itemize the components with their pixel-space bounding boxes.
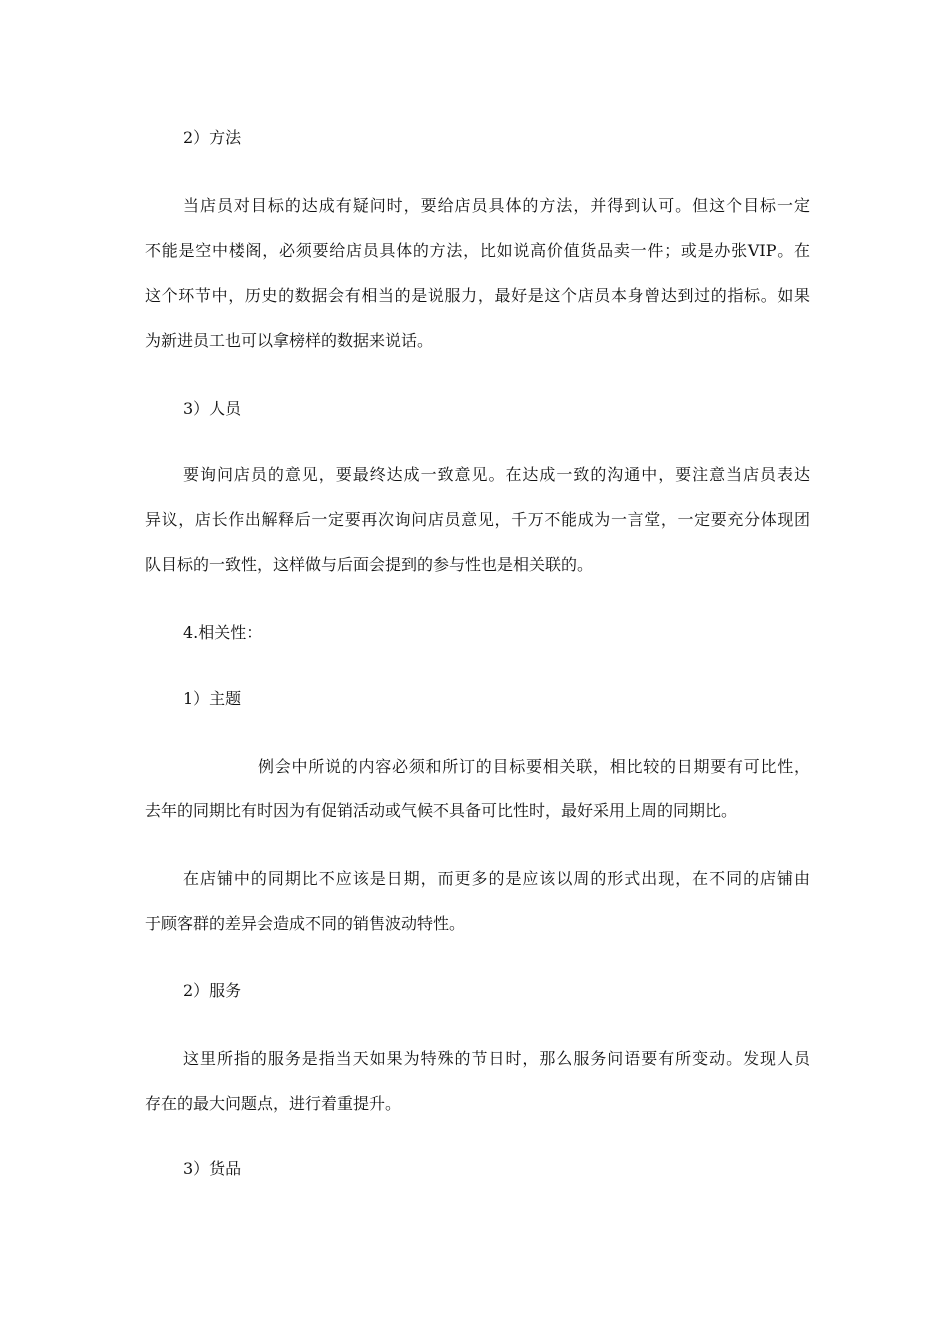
people-paragraph-line-1: 要询问店员的意见，要最终达成一致意见。在达成一致的沟通中，要注意当店员表达 [183, 465, 810, 484]
topic-paragraph1-line-1: 例会中所说的内容必须和所订的目标要相关联，相比较的日期要有可比性， [258, 757, 810, 776]
people-paragraph-line-3: 队目标的一致性，这样做与后面会提到的参与性也是相关联的。 [145, 555, 594, 574]
service-paragraph-line-1: 这里所指的服务是指当天如果为特殊的节日时，那么服务问语要有所变动。发现人员 [183, 1049, 810, 1068]
method-paragraph-line-2: 不能是空中楼阁，必须要给店员具体的方法，比如说高价值货品卖一件；或是办张VIP。在 [145, 241, 810, 260]
service-paragraph-line-2: 存在的最大问题点，进行着重提升。 [145, 1094, 402, 1113]
people-paragraph-line-2: 异议，店长作出解释后一定要再次询问店员意见，千万不能成为一言堂，一定要充分体现团 [145, 510, 810, 529]
method-paragraph-line-1: 当店员对目标的达成有疑问时，要给店员具体的方法，并得到认可。但这个目标一定 [183, 196, 810, 215]
heading-method: 2）方法 [183, 128, 242, 147]
heading-goods: 3）货品 [183, 1159, 242, 1178]
heading-topic: 1）主题 [183, 689, 242, 708]
method-paragraph-line-4: 为新进员工也可以拿榜样的数据来说话。 [145, 331, 434, 350]
method-paragraph-line-3: 这个环节中，历史的数据会有相当的是说服力，最好是这个店员本身曾达到过的指标。如果 [145, 286, 810, 305]
heading-service: 2）服务 [183, 981, 242, 1000]
heading-relevance: 4.相关性： [183, 623, 263, 642]
topic-paragraph2-line-2: 于顾客群的差异会造成不同的销售波动特性。 [145, 914, 466, 933]
topic-paragraph1-line-2: 去年的同期比有时因为有促销活动或气候不具备可比性时，最好采用上周的同期比。 [145, 801, 738, 820]
heading-people: 3）人员 [183, 399, 242, 418]
topic-paragraph2-line-1: 在店铺中的同期比不应该是日期，而更多的是应该以周的形式出现，在不同的店铺由 [183, 869, 810, 888]
